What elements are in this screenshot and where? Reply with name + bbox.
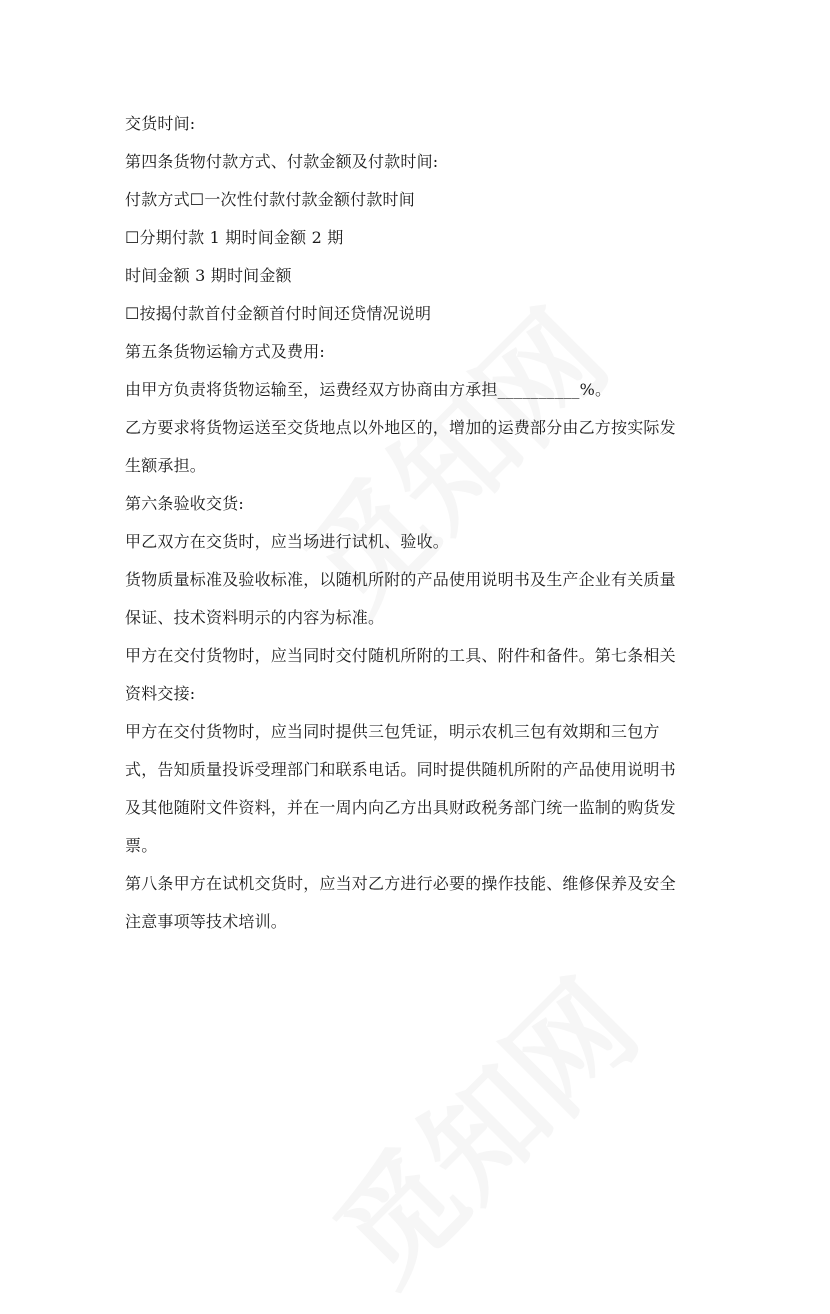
text-line: 及其他随附文件资料，并在一周内向乙方出具财政税务部门统一监制的购货发 (125, 798, 676, 817)
text-line: 货物质量标准及验收标准，以随机所附的产品使用说明书及生产企业有关质量 (125, 570, 676, 589)
text-line: 第四条货物付款方式、付款金额及付款时间: (125, 152, 439, 171)
watermark (292, 938, 668, 1314)
text-line: 甲乙双方在交货时，应当场进行试机、验收。 (125, 532, 450, 551)
text-line: 第六条验收交货: (125, 494, 244, 513)
text-line: 甲方在交付货物时，应当同时提供三包凭证，明示农机三包有效期和三包方 (125, 722, 660, 741)
text-line: 资料交接: (125, 684, 196, 703)
text-line: 甲方在交付货物时，应当同时交付随机所附的工具、附件和备件。第七条相关 (125, 646, 676, 665)
text-line: 第五条货物运输方式及费用: (125, 342, 325, 361)
document-body (125, 105, 715, 941)
text-line: 票。 (125, 836, 158, 855)
text-line: 生额承担。 (125, 456, 207, 475)
text-line: 乙方要求将货物运送至交货地点以外地区的，增加的运费部分由乙方按实际发 (125, 418, 676, 437)
text-line: 注意事项等技术培训。 (125, 912, 288, 931)
text-line: 保证、技术资料明示的内容为标准。 (125, 608, 385, 627)
text-line: 式，告知质量投诉受理部门和联系电话。同时提供随机所附的产品使用说明书 (125, 760, 676, 779)
text-line: 时间金额 3 期时间金额 (125, 266, 292, 285)
text-line: ☐按揭付款首付金额首付时间还贷情况说明 (125, 304, 432, 323)
text-line: 由甲方负责将货物运输至，运费经双方协商由方承担__________%。 (125, 380, 612, 399)
text-line: ☐分期付款 1 期时间金额 2 期 (125, 228, 344, 247)
text-line: 交货时间: (125, 114, 196, 133)
text-line: 付款方式☐一次性付款付款金额付款时间 (125, 190, 415, 209)
text-line: 第八条甲方在试机交货时，应当对乙方进行必要的操作技能、维修保养及安全 (125, 874, 676, 893)
